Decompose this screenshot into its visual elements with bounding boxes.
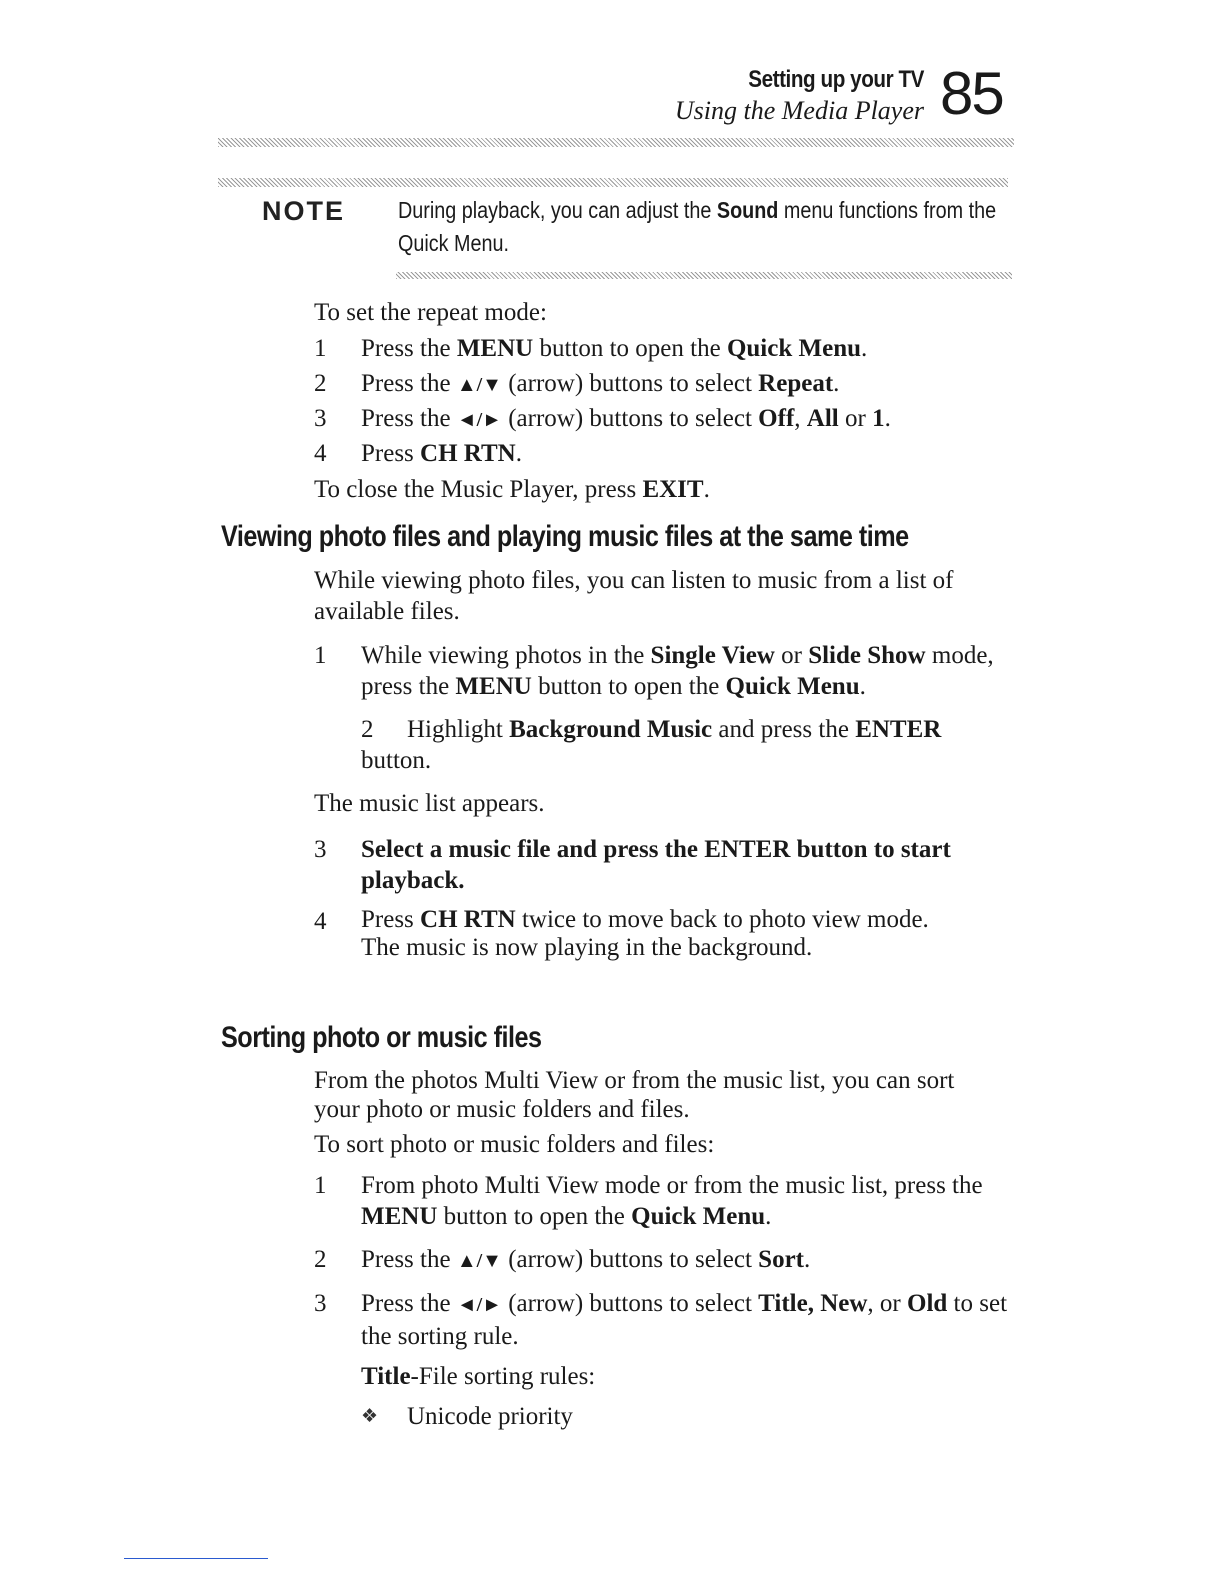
step-number: 1 [314, 642, 327, 669]
step-number: 3 [314, 405, 327, 432]
section2-intro: From the photos Multi View or from the music list, you can sort your photo or music folders and files. [314, 1067, 955, 1123]
music-list-appears: The music list appears. [314, 790, 545, 817]
step-number: 1 [314, 335, 327, 362]
footer-rule [124, 1558, 268, 1559]
section1-step-2: 2 Highlight Background Music and press the ENTER button. [361, 716, 942, 774]
title-sorting-rules: Title-File sorting rules: [361, 1363, 596, 1390]
left-right-arrow-icon: ◄/► [456, 409, 502, 431]
left-right-arrow-icon: ◄/► [456, 1294, 502, 1316]
section2-step-1: From photo Multi View mode or from the music list, press the MENU button to open the Quick Menu. [361, 1172, 983, 1230]
step-number: 4 [314, 908, 327, 935]
section-title: Setting up your TV [748, 66, 924, 93]
section-heading: Sorting photo or music files [221, 1021, 542, 1054]
repeat-step-4: Press CH RTN. [361, 440, 522, 467]
diamond-bullet-icon: ❖ [361, 1406, 379, 1427]
section1-step-4: Press CH RTN twice to move back to photo view mode. The music is now playing in the background. [361, 906, 929, 961]
section1-step-3: Select a music file and press the ENTER button to start playback. [361, 836, 951, 894]
section2-intro-2: To sort photo or music folders and files: [314, 1131, 715, 1158]
step-number: 1 [314, 1172, 327, 1199]
step-number: 3 [314, 1290, 327, 1317]
repeat-step-3: Press the ◄/► (arrow) buttons to select Off, All or 1. [361, 405, 891, 432]
repeat-step-1: Press the MENU button to open the Quick Menu. [361, 335, 868, 362]
close-music-player: To close the Music Player, press EXIT. [314, 476, 710, 503]
bullet-item: ❖ Unicode priority [361, 1403, 573, 1430]
step-number: 2 [314, 370, 327, 397]
sound-term: Sound [716, 197, 779, 223]
step-number: 2 [314, 1246, 327, 1273]
repeat-step-2: Press the ▲/▼ (arrow) buttons to select Repeat. [361, 370, 840, 397]
page-number: 85 [940, 60, 1003, 127]
running-head [324, 66, 924, 126]
note-top-rule [218, 178, 1008, 187]
note-text: During playback, you can adjust the Sound menu functions from the Quick Menu. [398, 197, 997, 256]
note-label: NOTE [262, 196, 346, 226]
up-down-arrow-icon: ▲/▼ [456, 1250, 502, 1272]
up-down-arrow-icon: ▲/▼ [456, 374, 502, 396]
page-subtitle: Using the Media Player [674, 96, 924, 125]
section1-intro: While viewing photo files, you can listen to music from a list of available files. [314, 567, 954, 625]
note-bottom-rule [396, 272, 1012, 279]
step-number: 2 [361, 716, 374, 743]
section2-step-2: Press the ▲/▼ (arrow) buttons to select Sort. [361, 1246, 811, 1273]
section1-step-1: While viewing photos in the Single View or Slide Show mode, press the MENU button to open the Quick Menu. [361, 642, 994, 700]
step-number: 4 [314, 440, 327, 467]
section-heading: Viewing photo files and playing music files at the same time [221, 520, 909, 553]
section2-step-3: Press the ◄/► (arrow) buttons to select Title, New, or Old to set the sorting rule. [361, 1290, 1008, 1350]
header-rule [218, 138, 1014, 147]
step-number: 3 [314, 836, 327, 863]
repeat-intro: To set the repeat mode: [314, 299, 547, 326]
